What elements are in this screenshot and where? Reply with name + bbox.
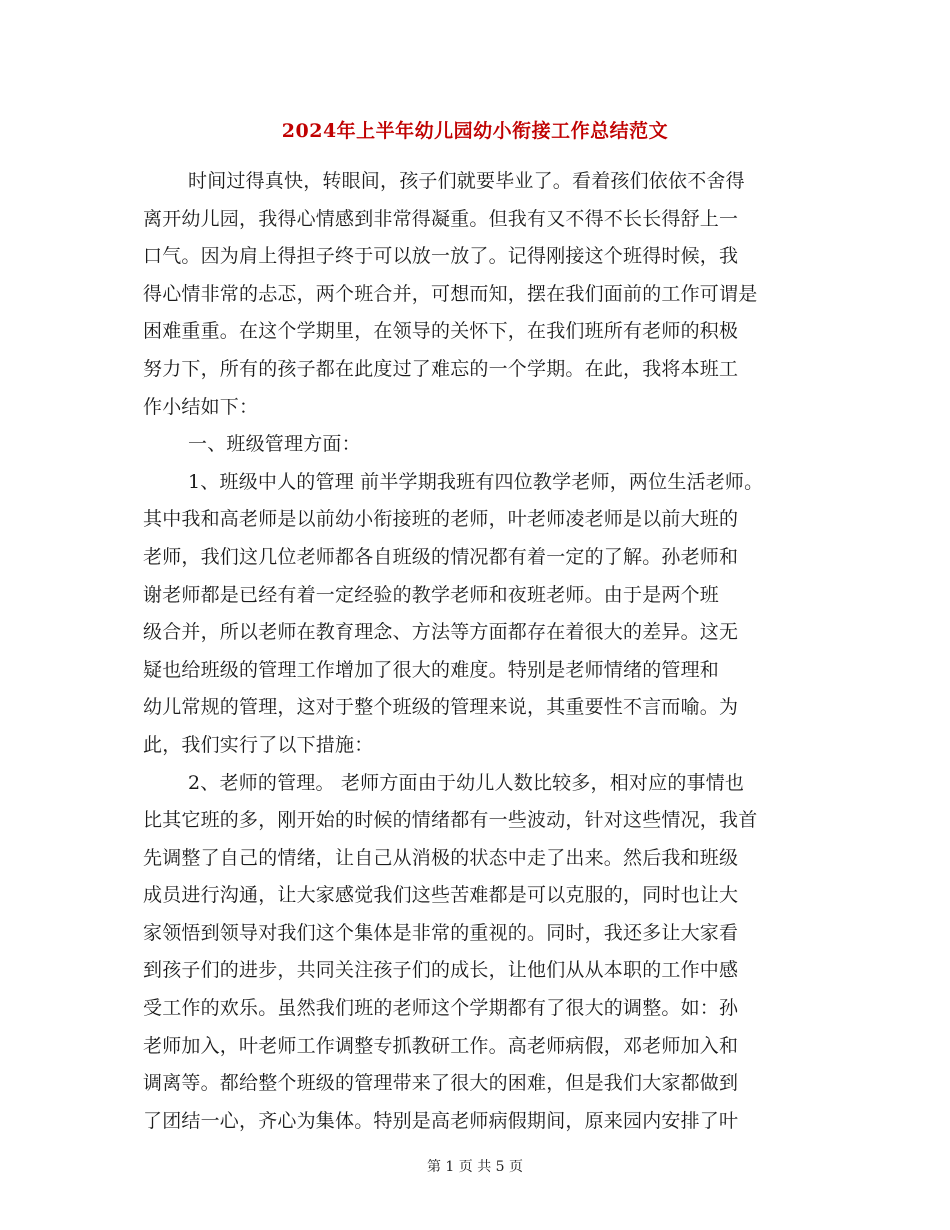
paragraph-line: 幼儿常规的管理，这对于整个班级的管理来说，其重要性不言而喻。为 [143,696,739,719]
paragraph-line: 受工作的欢乐。虽然我们班的老师这个学期都有了很大的调整。如：孙 [143,997,739,1020]
paragraph-line: 时间过得真快，转眼间，孩子们就要毕业了。看着孩们依依不舍得 [188,170,745,192]
page-number-footer: 第 1 页 共 5 页 [426,1159,524,1175]
paragraph-line: 家领悟到领导对我们这个集体是非常的重视的。同时，我还多让大家看 [143,921,739,944]
paragraph-line: 此，我们实行了以下措施： [143,733,374,756]
paragraph-line: 到孩子们的进步，共同关注孩子们的成长，让他们从从本职的工作中感 [143,959,739,982]
document-title: 2024年上半年幼儿园幼小衔接工作总结范文 [281,120,669,142]
paragraph-line: 比其它班的多，刚开始的时候的情绪都有一些波动，针对这些情况，我首 [143,809,758,832]
paragraph-line: 得心情非常的忐忑，两个班合并，可想而知，摆在我们面前的工作可谓是 [143,282,758,305]
paragraph-line: 级合并，所以老师在教育理念、方法等方面都存在着很大的差异。这无 [143,621,739,644]
paragraph-line: 老师加入，叶老师工作调整专抓教研工作。高老师病假，邓老师加入和 [143,1034,739,1057]
paragraph-line: 1、班级中人的管理 前半学期我班有四位教学老师，两位生活老师。 [188,470,764,493]
paragraph-line: 口气。因为肩上得担子终于可以放一放了。记得刚接这个班得时候，我 [143,245,739,268]
paragraph-line: 先调整了自己的情绪，让自己从消极的状态中走了出来。然后我和班级 [143,846,739,869]
paragraph-line: 其中我和高老师是以前幼小衔接班的老师，叶老师凌老师是以前大班的 [143,508,739,531]
paragraph-line: 2、老师的管理。 老师方面由于幼儿人数比较多，相对应的事情也 [188,771,745,794]
paragraph-line: 困难重重。在这个学期里，在领导的关怀下，在我们班所有老师的积极 [143,320,739,343]
paragraph-line: 疑也给班级的管理工作增加了很大的难度。特别是老师情绪的管理和 [143,658,720,681]
paragraph-line: 努力下，所有的孩子都在此度过了难忘的一个学期。在此，我将本班工 [143,357,739,380]
paragraph-line: 谢老师都是已经有着一定经验的教学老师和夜班老师。由于是两个班 [143,583,720,606]
paragraph-line: 成员进行沟通，让大家感觉我们这些苦难都是可以克服的，同时也让大 [143,884,739,907]
document-body [143,163,843,1140]
paragraph-line: 作小结如下： [143,395,259,418]
paragraph-line: 老师，我们这几位老师都各自班级的情况都有着一定的了解。孙老师和 [143,545,739,568]
paragraph-line: 了团结一心，齐心为集体。特别是高老师病假期间，原来园内安排了叶 [143,1109,739,1132]
section-heading: 一、班级管理方面： [188,433,361,456]
paragraph-line: 离开幼儿园，我得心情感到非常得凝重。但我有又不得不长长得舒上一 [143,207,739,230]
paragraph-line: 调离等。都给整个班级的管理带来了很大的困难，但是我们大家都做到 [143,1072,739,1095]
